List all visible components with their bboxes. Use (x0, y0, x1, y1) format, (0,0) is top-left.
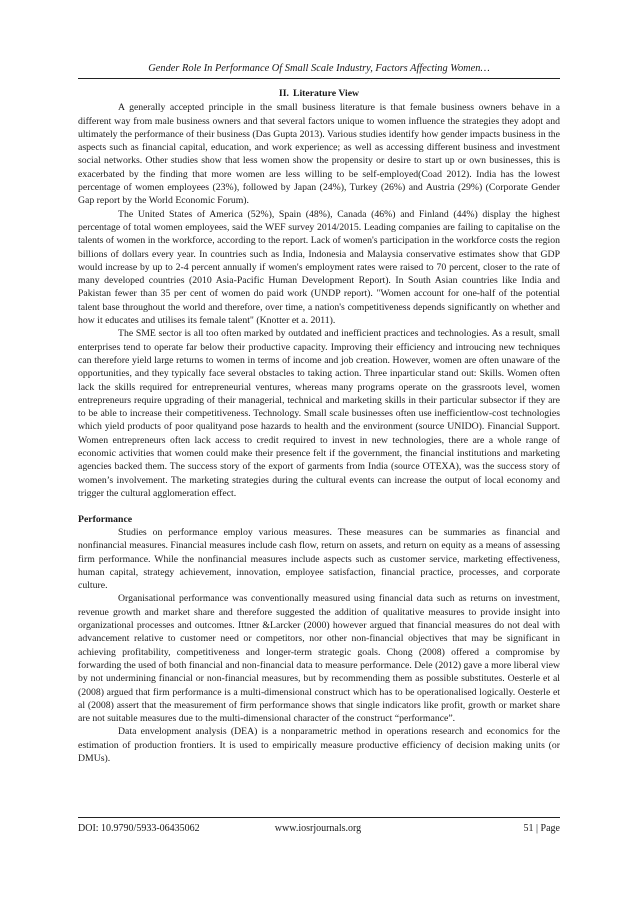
footer-page-number: 51 | Page (523, 823, 560, 834)
paragraph: A generally accepted principle in the small business literature is that female business owners behave in a different way from male business owners and that several factors unique to women influence the strategies they adopt and ultimately the performance of their business (Das Gupta 2013). Various studies identify how gender impacts business in the aspects such as financial capital, education, and work experience; as well as accessing different business and investment social networks. Other studies show that less women show the propensity or desire to start up or own businesses, this is exacerbated by the finding that more women are less willing to be self-employed(Coad 2012). India has the lowest percentage of women employees (23%), followed by Japan (24%), Turkey (26%) and Austria (29%) (Corporate Gender Gap report by the World Economic Forum). (78, 102, 560, 207)
section-title (78, 87, 560, 100)
paragraph: Studies on performance employ various measures. These measures can be summaries as financial and nonfinancial measures. Financial measures include cash flow, return on assets, and return on equity as a means of assessing firm performance. While the nonfinancial measures include aspects such as customer service, marketing effectiveness, human capital, strategy achievement, innovation, employee satisfaction, financial practice, processes, and corporate culture. (78, 527, 560, 592)
section-number: II. (278, 88, 289, 99)
paragraph: The SME sector is all too often marked by outdated and inefficient practices and technologies. As a result, small enterprises tend to operate far below their productive capacity. Improving their efficiency and introucing new techniques can therefore yield large returns to women in terms of income and job creation. However, women are often unaware of the opportunities, and they typically face several obstacles to taking action. Three inparticular stand out: Skills. Women often lack the skills required for entrepreneurial ventures, whereas many programs operate on the grassroots level, women entrepreneurs require upgrading of their managerial, technical and marketing skills in their particular subsector if they are to be able to increase their competitiveness. Technology. Small scale businesses often use inefficientlow-cost technologies which yield products of poor qualityand pose hazards to health and the environment (source UNIDO). Financial Support. Women entrepreneurs often lack access to credit required to invest in new technologies, there are a whole range of economic activities that women could make their presence felt if the government, the financial institutions and marketing agencies backed them. The success story of the export of garments from India (source OTEXA), was the success story of women’s involvement. The marketing strategies during the cultural events can increase the output of local economy and trigger the cultural agglomeration effect. (78, 328, 560, 499)
performance-heading: Performance (78, 513, 133, 525)
page (78, 0, 560, 902)
footer-doi: DOI: 10.9790/5933-06435062 (78, 823, 200, 834)
running-head: Gender Role In Performance Of Small Scale Industry, Factors Affecting Women… (148, 63, 490, 74)
paragraph: The United States of America (52%), Spain (48%), Canada (46%) and Finland (44%) display the highest percentage of total women employees, said the WEF survey 2014/2015. Leading companies are failing to capitalise on the talents of women in the workforce, according to the report. Lack of women's participation in the workforce costs the region billions of dollars every year. In countries such as India, Indonesia and Malaysia conservative estimates show that GDP would increase by up to 2-4 percent annually if women's employment rates were raised to 70 percent, closer to the rate of many developed countries (2010 Asia-Pacific Human Development Report). In South Asian countries like India and Pakistan fewer than 35 per cent of women do paid work (UNDP report). "Women account for one-half of the potential talent base throughout the world and therefore, over time, a nation's competitiveness depends significantly on whether and how it educates and utilises its female talent" (Knotter et a. 2011). (78, 208, 560, 327)
article-body (78, 87, 560, 765)
header-rule (78, 78, 560, 79)
footer-website: www.iosrjournals.org (274, 823, 362, 834)
paragraph: Organisational performance was conventionally measured using financial data such as returns on investment, revenue growth and market share and therefore suggested the addition of qualitative measures to provide insight into organizational processes and outcomes. Ittner &Larcker (2000) however argued that financial measures do not deal with advancement relative to customer need or competitors, nor other non-financial objectives that may be significant in achieving profitability, competitiveness and longer-term strategic goals. Chong (2008) offered a compromise by forwarding the used of both financial and non-financial data to measure performance. Dele (2012) gave a more liberal view by not undermining financial or non-financial measures, but by recommending them as possible substitutes. Oesterle et al (2008) argued that firm performance is a multi-dimensional construct which has to be operationalised logically. Oesterle et al (2008) assert that the measurement of firm performance shows that single indicators like profit, growth or market share are not suitable measures due to the multi-dimensional character of the construct “performance”. (78, 593, 560, 725)
footer-rule (78, 817, 560, 818)
section-title-text: Literature View (292, 88, 360, 99)
paragraph: Data envelopment analysis (DEA) is a nonparametric method in operations research and economics for the estimation of production frontiers. It is used to empirically measure productive efficiency of decision making units (or DMUs). (78, 726, 560, 765)
